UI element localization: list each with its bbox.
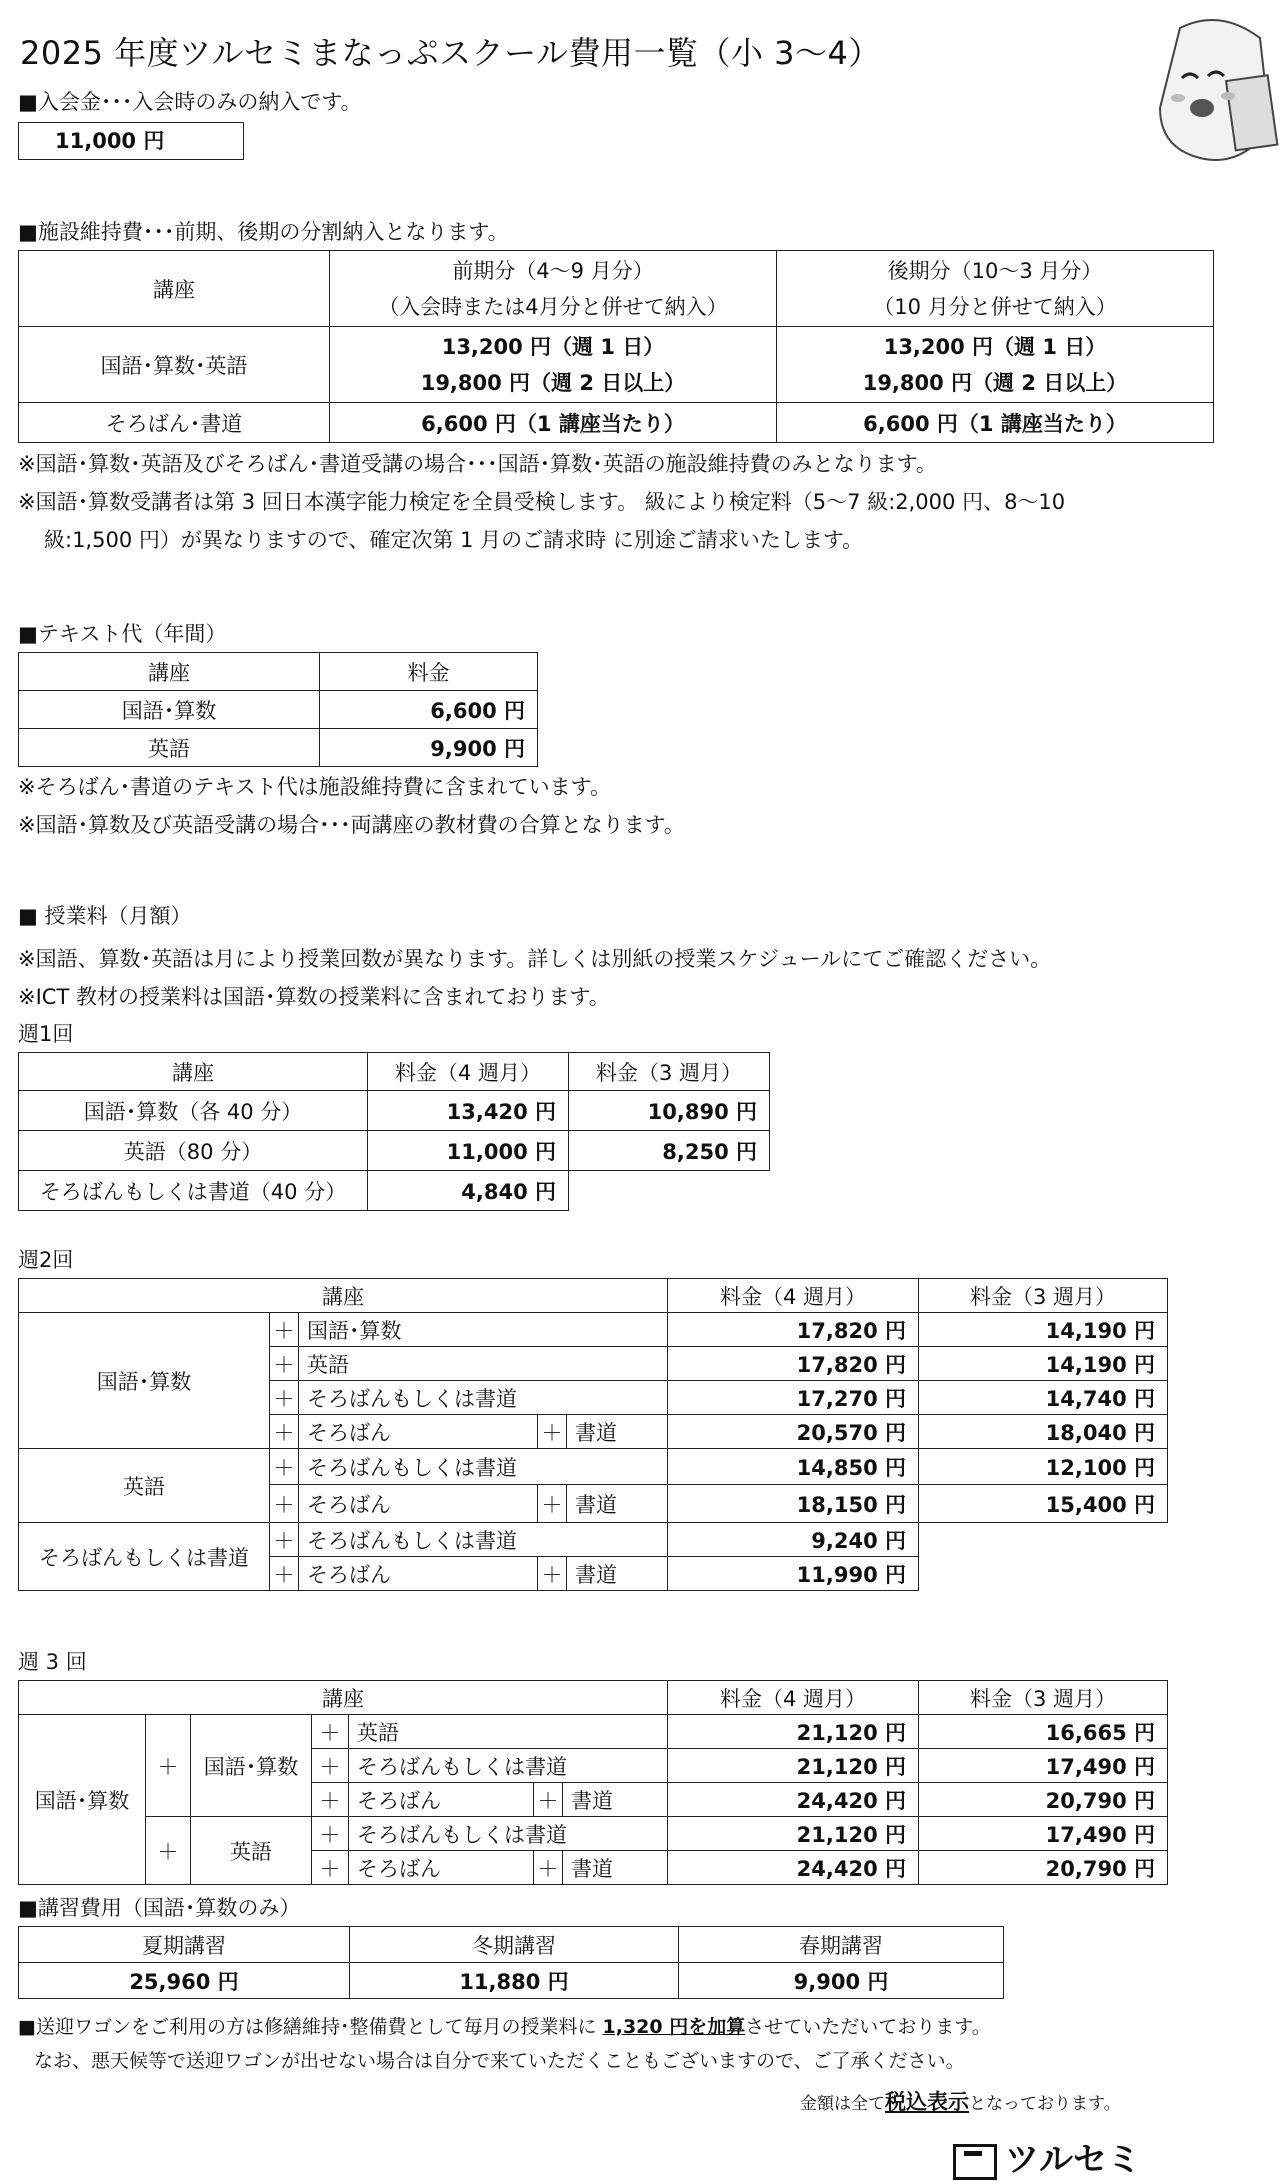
table-row-course: そろばん: [299, 1485, 538, 1523]
text-fee-note-2: ※国語･算数及び英語受講の場合･･･両講座の教材費の合算となります。: [18, 813, 685, 837]
plus-sign: ＋: [146, 1817, 191, 1885]
table-row-course: 書道: [567, 1415, 668, 1449]
text-fee-row-course: 英語: [19, 729, 320, 767]
plus-sign: ＋: [538, 1415, 567, 1449]
facility-row1-second: 13,200 円（週 1 日） 19,800 円（週 2 日以上）: [777, 327, 1214, 403]
plus-sign: ＋: [270, 1313, 299, 1347]
table-row-3w: 20,790 円: [919, 1851, 1168, 1885]
week3-col-4w: 料金（4 週月）: [668, 1681, 919, 1715]
table-row-4w: 21,120 円: [668, 1817, 919, 1851]
table-row-course: そろばん: [349, 1851, 534, 1885]
plus-sign: ＋: [146, 1715, 191, 1817]
logo-mark-icon: [953, 2144, 997, 2180]
plus-sign: ＋: [534, 1783, 563, 1817]
table-row-course: 書道: [563, 1851, 668, 1885]
text-fee-row-fee: 9,900 円: [320, 729, 538, 767]
plus-sign: ＋: [538, 1557, 567, 1591]
seasonal-col-spring: 春期講習: [679, 1927, 1004, 1963]
week3-group-label: 国語･算数: [19, 1715, 146, 1885]
text-fee-table: [18, 652, 538, 767]
table-row-3w: 20,790 円: [919, 1783, 1168, 1817]
empty-cell: [919, 1557, 1168, 1591]
table-row-course: 書道: [563, 1783, 668, 1817]
week2-table: [18, 1278, 1168, 1591]
facility-heading: ■施設維持費･･･前期、後期の分割納入となります。: [18, 220, 509, 244]
seasonal-col-winter: 冬期講習: [350, 1927, 679, 1963]
table-row-3w: 12,100 円: [919, 1449, 1168, 1485]
table-row-course: 書道: [567, 1557, 668, 1591]
table-row-4w: 21,120 円: [668, 1715, 919, 1749]
week1-col-4w: 料金（4 週月）: [368, 1053, 569, 1091]
text-fee-col-course: 講座: [19, 653, 320, 691]
page-title: 2025 年度ツルセミまなっぷスクール費用一覧（小 3～4）: [20, 34, 881, 72]
week2-label: 週2回: [18, 1248, 74, 1272]
week3-subgroup-label: 国語･算数: [191, 1715, 312, 1817]
table-row-4w: 14,850 円: [668, 1449, 919, 1485]
enrollment-fee: 11,000 円: [18, 122, 244, 160]
table-row-4w: 21,120 円: [668, 1749, 919, 1783]
week3-table: [18, 1680, 1168, 1885]
table-row-course: 国語･算数（各 40 分）: [19, 1091, 368, 1131]
facility-row1-first: 13,200 円（週 1 日） 19,800 円（週 2 日以上）: [330, 327, 777, 403]
table-row-3w: 14,190 円: [919, 1347, 1168, 1381]
week3-col-course: 講座: [19, 1681, 668, 1715]
table-row-course: 英語: [349, 1715, 668, 1749]
company-logo: ツルセミ: [953, 2132, 1141, 2181]
plus-sign: ＋: [270, 1449, 299, 1485]
seasonal-fee-spring: 9,900 円: [679, 1963, 1004, 1999]
plus-sign: ＋: [270, 1523, 299, 1557]
plus-sign: ＋: [538, 1485, 567, 1523]
plus-sign: ＋: [312, 1851, 349, 1885]
table-row-course: そろばん: [299, 1415, 538, 1449]
table-row-course: そろばん: [349, 1783, 534, 1817]
table-row-4w: 20,570 円: [668, 1415, 919, 1449]
table-row-course: 英語: [299, 1347, 668, 1381]
table-row-course: 国語･算数: [299, 1313, 668, 1347]
table-row-course: 英語（80 分）: [19, 1131, 368, 1171]
wagon-note-2: なお、悪天候等で送迎ワゴンが出せない場合は自分で来ていただくこともございますので、ご了承ください。: [34, 2050, 965, 2072]
week1-label: 週1回: [18, 1022, 74, 1046]
table-row-3w: 8,250 円: [569, 1131, 770, 1171]
tuition-heading: ■ 授業料（月額）: [18, 904, 192, 928]
table-row-course: そろばん: [299, 1557, 538, 1591]
table-row-course: そろばんもしくは書道: [299, 1449, 668, 1485]
plus-sign: ＋: [270, 1485, 299, 1523]
plus-sign: ＋: [312, 1749, 349, 1783]
week3-label: 週 3 回: [18, 1650, 87, 1674]
text-fee-heading: ■テキスト代（年間）: [18, 622, 227, 646]
table-row-course: そろばんもしくは書道: [299, 1523, 668, 1557]
facility-note-3: 級:1,500 円）が異なりますので、確定次第 1 月のご請求時 に別途ご請求いたします。: [44, 528, 864, 552]
plus-sign: ＋: [312, 1715, 349, 1749]
week1-table: [18, 1052, 770, 1211]
facility-note-2: ※国語･算数受講者は第 3 回日本漢字能力検定を全員受検します。 級により検定料（5～7 級:2,000 円、8～10: [18, 490, 1066, 514]
facility-col-second: 後期分（10～3 月分） （10 月分と併せて納入）: [777, 251, 1214, 327]
empty-cell: [569, 1171, 770, 1211]
table-row-4w: 24,420 円: [668, 1851, 919, 1885]
empty-cell: [919, 1523, 1168, 1557]
table-row-3w: 14,190 円: [919, 1313, 1168, 1347]
week2-group-label: 英語: [19, 1449, 270, 1523]
table-row-3w: 18,040 円: [919, 1415, 1168, 1449]
week2-group-label: 国語･算数: [19, 1313, 270, 1449]
facility-row1-course: 国語･算数･英語: [19, 327, 330, 403]
enrollment-heading: ■入会金･･･入会時のみの納入です。: [18, 90, 362, 114]
facility-row2-second: 6,600 円（1 講座当たり）: [777, 403, 1214, 443]
table-row-4w: 17,820 円: [668, 1313, 919, 1347]
table-row-3w: 16,665 円: [919, 1715, 1168, 1749]
facility-row2-course: そろばん･書道: [19, 403, 330, 443]
table-row-course: そろばんもしくは書道: [349, 1749, 668, 1783]
table-row-3w: 14,740 円: [919, 1381, 1168, 1415]
week1-col-course: 講座: [19, 1053, 368, 1091]
seasonal-fee-winter: 11,880 円: [350, 1963, 679, 1999]
table-row-course: 書道: [567, 1485, 668, 1523]
table-row-4w: 11,990 円: [668, 1557, 919, 1591]
week2-col-4w: 料金（4 週月）: [668, 1279, 919, 1313]
seasonal-table: [18, 1926, 1004, 1999]
facility-col-course: 講座: [19, 251, 330, 327]
plus-sign: ＋: [270, 1381, 299, 1415]
mascot-illustration: [1120, 8, 1280, 178]
week2-col-3w: 料金（3 週月）: [919, 1279, 1168, 1313]
table-row-course: そろばんもしくは書道: [299, 1381, 668, 1415]
tax-inclusive: 税込表示: [885, 2090, 969, 2114]
tax-note: 金額は全て税込表示となっております。: [800, 2090, 1121, 2114]
tuition-note-2: ※ICT 教材の授業料は国語･算数の授業料に含まれております。: [18, 985, 610, 1009]
table-row-4w: 9,240 円: [668, 1523, 919, 1557]
table-row-4w: 11,000 円: [368, 1131, 569, 1171]
week2-col-course: 講座: [19, 1279, 668, 1313]
wagon-surcharge: 1,320 円を加算: [602, 2016, 746, 2038]
wagon-note-1: ■送迎ワゴンをご利用の方は修繕維持･整備費として毎月の授業料に 1,320 円を加算させていただいております。: [18, 2016, 991, 2038]
table-row-4w: 4,840 円: [368, 1171, 569, 1211]
text-fee-note-1: ※そろばん･書道のテキスト代は施設維持費に含まれています。: [18, 775, 611, 799]
table-row-4w: 24,420 円: [668, 1783, 919, 1817]
week1-col-3w: 料金（3 週月）: [569, 1053, 770, 1091]
tuition-note-1: ※国語、算数･英語は月により授業回数が異なります。詳しくは別紙の授業スケジュールにてご確認ください。: [18, 947, 1052, 971]
seasonal-fee-summer: 25,960 円: [19, 1963, 350, 1999]
table-row-3w: 17,490 円: [919, 1749, 1168, 1783]
week3-col-3w: 料金（3 週月）: [919, 1681, 1168, 1715]
facility-row2-first: 6,600 円（1 講座当たり）: [330, 403, 777, 443]
facility-col-first: 前期分（4～9 月分） （入会時または4月分と併せて納入）: [330, 251, 777, 327]
seasonal-heading: ■講習費用（国語･算数のみ）: [18, 1896, 301, 1920]
table-row-4w: 13,420 円: [368, 1091, 569, 1131]
table-row-3w: 17,490 円: [919, 1817, 1168, 1851]
week3-subgroup-label: 英語: [191, 1817, 312, 1885]
table-row-course: そろばんもしくは書道: [349, 1817, 668, 1851]
plus-sign: ＋: [534, 1851, 563, 1885]
table-row-4w: 18,150 円: [668, 1485, 919, 1523]
plus-sign: ＋: [270, 1415, 299, 1449]
table-row-3w: 10,890 円: [569, 1091, 770, 1131]
plus-sign: ＋: [312, 1817, 349, 1851]
text-fee-col-fee: 料金: [320, 653, 538, 691]
table-row-4w: 17,270 円: [668, 1381, 919, 1415]
plus-sign: ＋: [270, 1347, 299, 1381]
table-row-course: そろばんもしくは書道（40 分）: [19, 1171, 368, 1211]
seasonal-col-summer: 夏期講習: [19, 1927, 350, 1963]
table-row-4w: 17,820 円: [668, 1347, 919, 1381]
plus-sign: ＋: [312, 1783, 349, 1817]
text-fee-row-course: 国語･算数: [19, 691, 320, 729]
week2-group-label: そろばんもしくは書道: [19, 1523, 270, 1591]
plus-sign: ＋: [270, 1557, 299, 1591]
text-fee-row-fee: 6,600 円: [320, 691, 538, 729]
facility-note-1: ※国語･算数･英語及びそろばん･書道受講の場合･･･国語･算数･英語の施設維持費のみとなります。: [18, 452, 937, 476]
table-row-3w: 15,400 円: [919, 1485, 1168, 1523]
facility-table: [18, 250, 1214, 443]
